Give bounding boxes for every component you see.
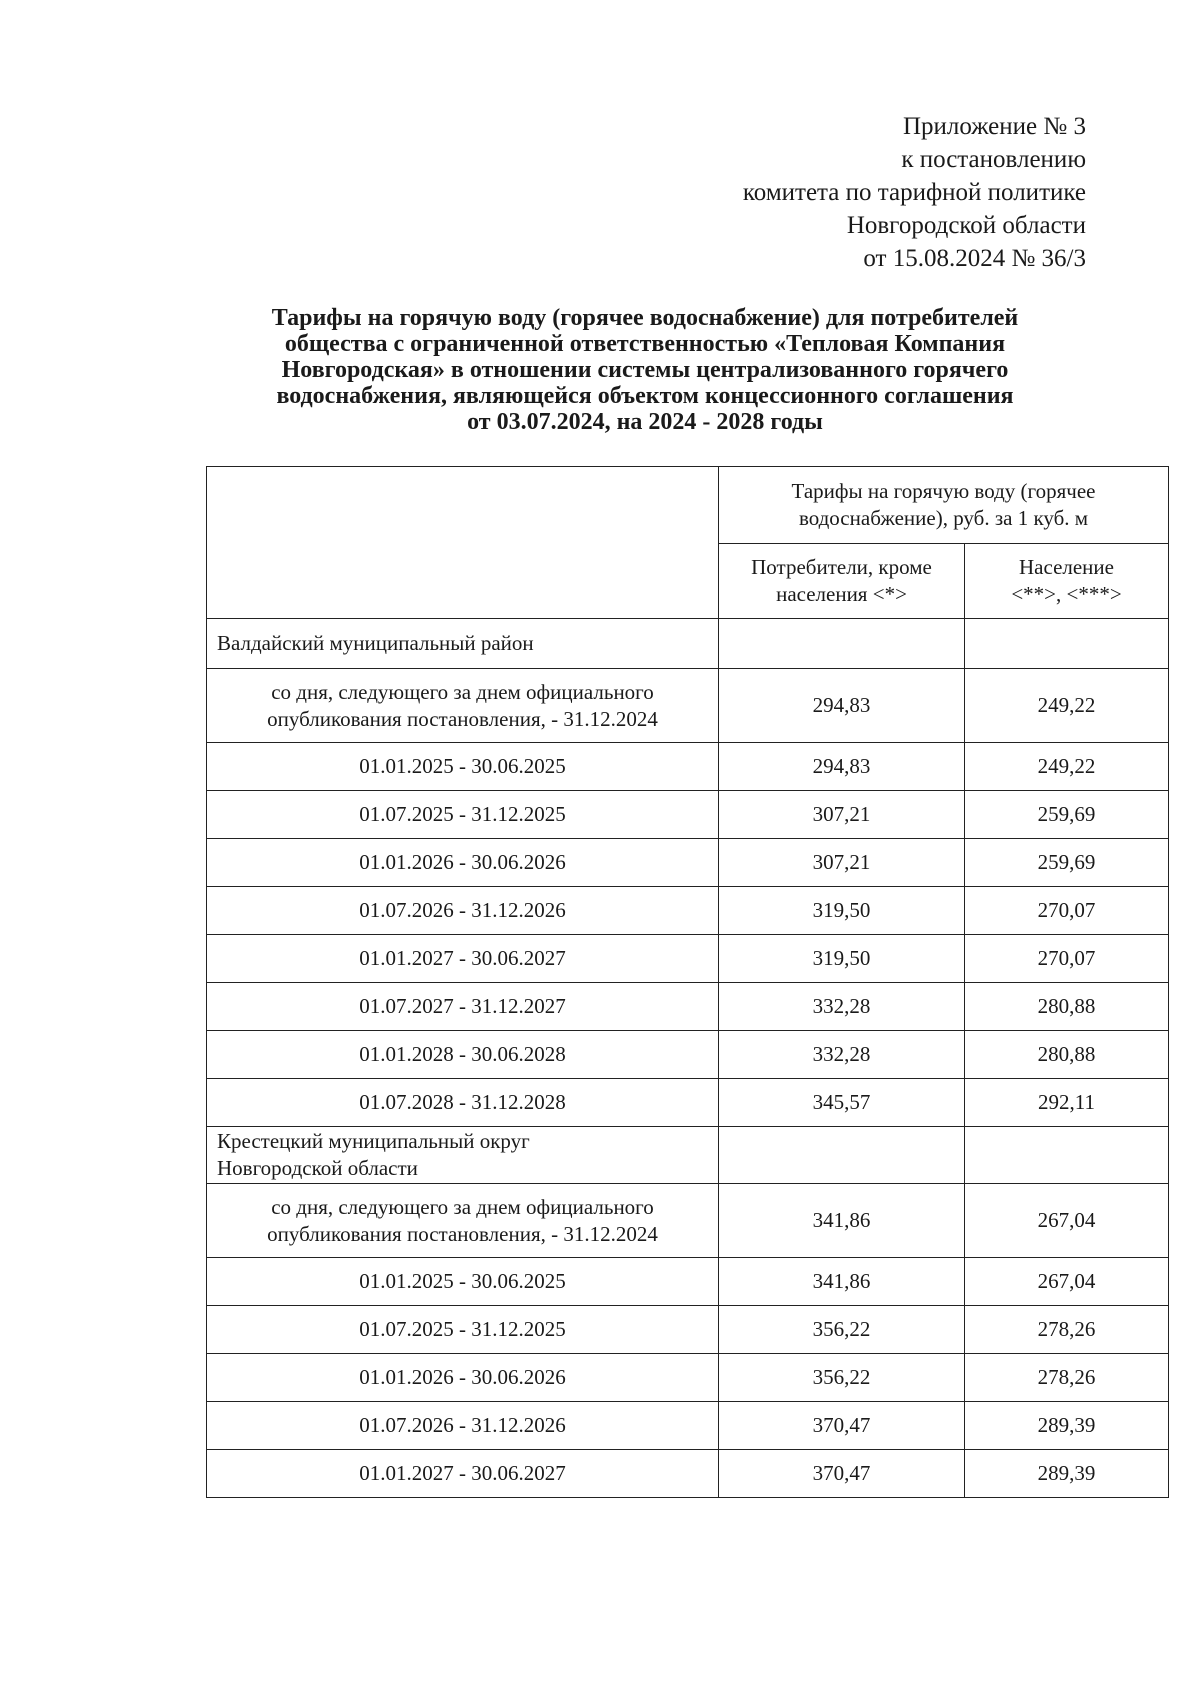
tariff-population-cell: 289,39 <box>965 1450 1169 1498</box>
period-cell <box>207 669 719 743</box>
document-title <box>205 305 1085 435</box>
tariff-consumers-cell: 370,47 <box>719 1450 965 1498</box>
tariff-population-cell: 278,26 <box>965 1306 1169 1354</box>
period-cell <box>207 983 719 1031</box>
tariff-population-cell: 280,88 <box>965 1031 1169 1079</box>
section-empty-consumers <box>719 1127 965 1184</box>
period-line: со дня, следующего за днем официального <box>271 679 654 704</box>
tariff-population-cell: 259,69 <box>965 791 1169 839</box>
tariff-population-cell: 270,07 <box>965 935 1169 983</box>
period-cell <box>207 935 719 983</box>
annex-ref: к постановлению <box>901 146 1086 173</box>
period-line: 01.01.2025 - 30.06.2025 <box>359 1269 566 1293</box>
annex-number: Приложение № 3 <box>902 113 1086 140</box>
tariff-population-cell: 249,22 <box>965 743 1169 791</box>
header-group-line: водоснабжение), руб. за 1 куб. м <box>798 506 1089 530</box>
tariff-consumers-cell: 294,83 <box>719 669 965 743</box>
tariff-population-cell: 270,07 <box>965 887 1169 935</box>
section-name-line: Крестецкий муниципальный округ <box>217 1129 530 1153</box>
period-line: 01.07.2027 - 31.12.2027 <box>359 994 566 1018</box>
tariff-consumers-cell: 307,21 <box>719 839 965 887</box>
annex-committee: комитета по тарифной политике <box>742 179 1086 206</box>
table-row <box>207 1258 1169 1306</box>
tariff-consumers-cell: 294,83 <box>719 743 965 791</box>
period-line: со дня, следующего за днем официального <box>271 1194 654 1219</box>
tariff-consumers-cell: 319,50 <box>719 887 965 935</box>
annex-region: Новгородской области <box>846 212 1086 239</box>
header-consumers <box>719 544 965 619</box>
period-cell <box>207 1354 719 1402</box>
period-line: 01.07.2028 - 31.12.2028 <box>359 1090 566 1114</box>
tariff-population-cell: 267,04 <box>965 1258 1169 1306</box>
tariff-consumers-cell: 332,28 <box>719 983 965 1031</box>
tariff-population-cell: 259,69 <box>965 839 1169 887</box>
tariff-consumers-cell: 341,86 <box>719 1258 965 1306</box>
section-row <box>207 619 1169 669</box>
table-row <box>207 1079 1169 1127</box>
tariff-population-cell: 267,04 <box>965 1184 1169 1258</box>
period-line: 01.01.2027 - 30.06.2027 <box>359 946 566 970</box>
header-consumers-line: Потребители, кроме <box>751 555 932 579</box>
tariff-consumers-cell: 307,21 <box>719 791 965 839</box>
tariff-consumers-cell: 341,86 <box>719 1184 965 1258</box>
section-name-cell <box>207 1127 719 1184</box>
period-cell <box>207 1079 719 1127</box>
table-row <box>207 743 1169 791</box>
table-row <box>207 1450 1169 1498</box>
period-line: опубликования постановления, - 31.12.2024 <box>267 1221 658 1246</box>
period-cell <box>207 1184 719 1258</box>
section-name-cell <box>207 619 719 669</box>
tariff-consumers-cell: 370,47 <box>719 1402 965 1450</box>
period-cell <box>207 1031 719 1079</box>
header-group-line: Тарифы на горячую воду (горячее <box>791 479 1096 503</box>
period-line: опубликования постановления, - 31.12.2024 <box>267 706 658 731</box>
header-consumers-line: населения <*> <box>776 582 907 606</box>
period-cell <box>207 1258 719 1306</box>
period-line: 01.01.2028 - 30.06.2028 <box>359 1042 566 1066</box>
section-empty-consumers <box>719 619 965 669</box>
title-line: от 03.07.2024, на 2024 - 2028 годы <box>467 409 823 435</box>
period-cell <box>207 791 719 839</box>
table-row <box>207 887 1169 935</box>
table-row <box>207 669 1169 743</box>
tariff-consumers-cell: 356,22 <box>719 1354 965 1402</box>
section-name-line: Валдайский муниципальный район <box>217 631 534 655</box>
period-line: 01.07.2025 - 31.12.2025 <box>359 1317 566 1341</box>
period-line: 01.01.2026 - 30.06.2026 <box>359 1365 566 1389</box>
section-row <box>207 1127 1169 1184</box>
section-empty-population <box>965 1127 1169 1184</box>
table-row <box>207 1306 1169 1354</box>
tariff-table <box>206 466 1169 1498</box>
header-corner-cell <box>207 467 719 619</box>
tariff-table-body <box>207 619 1169 1498</box>
period-line: 01.01.2026 - 30.06.2026 <box>359 850 566 874</box>
title-line: Новгородская» в отношении системы централизованного горячего <box>281 357 1009 383</box>
tariff-population-cell: 289,39 <box>965 1402 1169 1450</box>
title-line: общества с ограниченной ответственностью «Тепловая Компания <box>284 331 1006 357</box>
tariff-consumers-cell: 319,50 <box>719 935 965 983</box>
period-line: 01.07.2026 - 31.12.2026 <box>359 898 566 922</box>
title-line: Тарифы на горячую воду (горячее водоснабжение) для потребителей <box>271 305 1019 331</box>
period-cell <box>207 1450 719 1498</box>
period-cell <box>207 743 719 791</box>
period-line: 01.01.2025 - 30.06.2025 <box>359 754 566 778</box>
table-row <box>207 839 1169 887</box>
period-line: 01.07.2025 - 31.12.2025 <box>359 802 566 826</box>
tariff-consumers-cell: 345,57 <box>719 1079 965 1127</box>
period-cell <box>207 839 719 887</box>
title-line: водоснабжения, являющейся объектом концессионного соглашения <box>276 383 1014 409</box>
header-population-line: <**>, <***> <box>1011 582 1122 606</box>
period-cell <box>207 1402 719 1450</box>
table-row <box>207 791 1169 839</box>
table-row <box>207 983 1169 1031</box>
period-line: 01.07.2026 - 31.12.2026 <box>359 1413 566 1437</box>
section-name-line: Новгородской области <box>217 1156 418 1180</box>
header-population <box>965 544 1169 619</box>
table-row <box>207 1402 1169 1450</box>
tariff-population-cell: 292,11 <box>965 1079 1169 1127</box>
section-empty-population <box>965 619 1169 669</box>
table-row <box>207 935 1169 983</box>
header-tariffs-group <box>719 467 1169 544</box>
tariff-consumers-cell: 332,28 <box>719 1031 965 1079</box>
tariff-population-cell: 280,88 <box>965 983 1169 1031</box>
tariff-population-cell: 278,26 <box>965 1354 1169 1402</box>
annex-block <box>566 110 1086 275</box>
tariff-population-cell: 249,22 <box>965 669 1169 743</box>
table-row <box>207 1031 1169 1079</box>
table-row <box>207 1184 1169 1258</box>
header-population-line: Население <box>1019 555 1114 579</box>
period-line: 01.01.2027 - 30.06.2027 <box>359 1461 566 1485</box>
tariff-consumers-cell: 356,22 <box>719 1306 965 1354</box>
annex-date-number: от 15.08.2024 № 36/3 <box>863 245 1086 272</box>
table-row <box>207 1354 1169 1402</box>
period-cell <box>207 1306 719 1354</box>
period-cell <box>207 887 719 935</box>
